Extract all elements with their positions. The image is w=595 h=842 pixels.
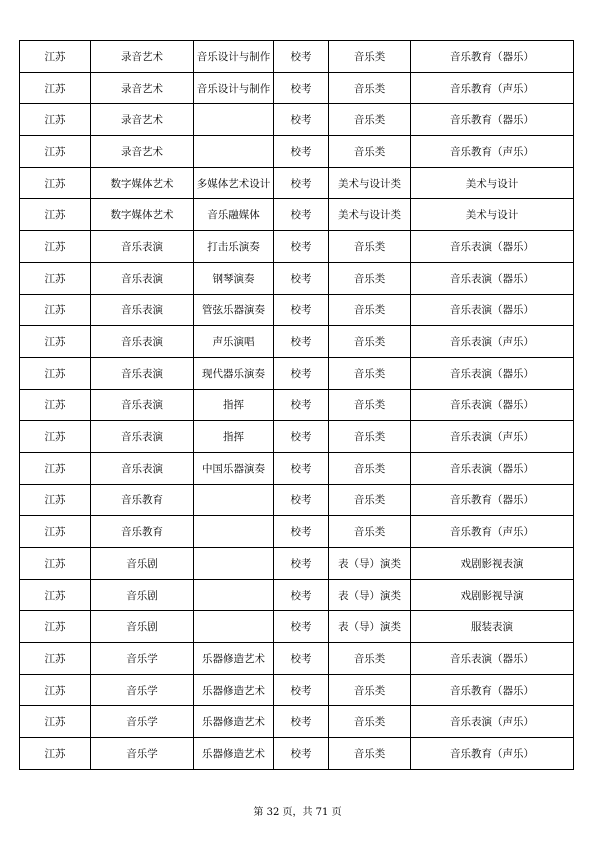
major-cell: 音乐学 [91,643,194,675]
direction-cell: 打击乐演奏 [194,231,274,263]
table-row [20,421,574,453]
exam-type-cell: 校考 [274,167,329,199]
category-cell: 音乐类 [329,706,411,738]
subject-cell: 戏剧影视表演 [411,548,574,580]
subject-cell: 音乐表演（器乐） [411,357,574,389]
province-cell: 江苏 [20,326,91,358]
subject-cell: 音乐教育（器乐） [411,674,574,706]
direction-cell: 音乐设计与制作 [194,72,274,104]
direction-cell: 多媒体艺术设计 [194,167,274,199]
direction-cell [194,611,274,643]
subject-cell: 音乐表演（器乐） [411,389,574,421]
exam-type-cell: 校考 [274,136,329,168]
exam-type-cell: 校考 [274,104,329,136]
table-row [20,136,574,168]
subject-cell: 音乐教育（器乐） [411,484,574,516]
category-cell: 音乐类 [329,452,411,484]
subject-cell: 音乐表演（器乐） [411,643,574,675]
subject-cell: 音乐教育（声乐） [411,738,574,770]
major-cell: 音乐表演 [91,231,194,263]
province-cell: 江苏 [20,41,91,73]
subject-cell: 音乐教育（声乐） [411,72,574,104]
category-cell: 音乐类 [329,294,411,326]
subject-cell: 音乐教育（器乐） [411,104,574,136]
province-cell: 江苏 [20,136,91,168]
category-cell: 音乐类 [329,231,411,263]
direction-cell: 音乐融媒体 [194,199,274,231]
exam-type-cell: 校考 [274,294,329,326]
major-cell: 音乐表演 [91,326,194,358]
subject-cell: 音乐表演（器乐） [411,452,574,484]
exam-type-cell: 校考 [274,389,329,421]
major-cell: 音乐学 [91,738,194,770]
table-row [20,548,574,580]
direction-cell: 乐器修造艺术 [194,674,274,706]
province-cell: 江苏 [20,199,91,231]
table-row [20,167,574,199]
category-cell: 音乐类 [329,738,411,770]
major-cell: 音乐剧 [91,579,194,611]
direction-cell: 音乐设计与制作 [194,41,274,73]
exam-type-cell: 校考 [274,548,329,580]
exam-type-cell: 校考 [274,262,329,294]
table-row [20,452,574,484]
table-row [20,389,574,421]
province-cell: 江苏 [20,738,91,770]
table-row [20,231,574,263]
exam-type-cell: 校考 [274,706,329,738]
major-cell: 录音艺术 [91,104,194,136]
province-cell: 江苏 [20,294,91,326]
exam-type-cell: 校考 [274,674,329,706]
direction-cell: 管弦乐器演奏 [194,294,274,326]
direction-cell [194,579,274,611]
subject-cell: 音乐表演（器乐） [411,262,574,294]
province-cell: 江苏 [20,516,91,548]
table-row [20,611,574,643]
province-cell: 江苏 [20,72,91,104]
exam-type-cell: 校考 [274,452,329,484]
table-row [20,643,574,675]
province-cell: 江苏 [20,548,91,580]
province-cell: 江苏 [20,421,91,453]
major-cell: 录音艺术 [91,136,194,168]
province-cell: 江苏 [20,452,91,484]
subject-cell: 美术与设计 [411,167,574,199]
exam-type-cell: 校考 [274,484,329,516]
direction-cell [194,104,274,136]
direction-cell [194,516,274,548]
category-cell: 音乐类 [329,136,411,168]
category-cell: 音乐类 [329,262,411,294]
major-cell: 音乐表演 [91,262,194,294]
direction-cell [194,136,274,168]
table-row [20,516,574,548]
province-cell: 江苏 [20,643,91,675]
table-row [20,674,574,706]
exam-type-cell: 校考 [274,421,329,453]
category-cell: 音乐类 [329,326,411,358]
province-cell: 江苏 [20,104,91,136]
table-row [20,199,574,231]
table-row [20,104,574,136]
direction-cell: 现代器乐演奏 [194,357,274,389]
category-cell: 音乐类 [329,421,411,453]
direction-cell: 指挥 [194,421,274,453]
table-row [20,738,574,770]
province-cell: 江苏 [20,611,91,643]
exam-type-cell: 校考 [274,738,329,770]
direction-cell: 钢琴演奏 [194,262,274,294]
province-cell: 江苏 [20,167,91,199]
direction-cell: 乐器修造艺术 [194,643,274,675]
table-row [20,41,574,73]
category-cell: 音乐类 [329,516,411,548]
exam-type-cell: 校考 [274,231,329,263]
exam-type-cell: 校考 [274,199,329,231]
category-cell: 表（导）演类 [329,611,411,643]
major-cell: 音乐学 [91,706,194,738]
table-row [20,294,574,326]
table-row [20,706,574,738]
province-cell: 江苏 [20,484,91,516]
subject-cell: 音乐教育（声乐） [411,136,574,168]
admissions-table [19,40,574,770]
major-cell: 音乐表演 [91,421,194,453]
subject-cell: 音乐表演（声乐） [411,326,574,358]
subject-cell: 美术与设计 [411,199,574,231]
category-cell: 音乐类 [329,389,411,421]
major-cell: 音乐表演 [91,357,194,389]
direction-cell [194,548,274,580]
subject-cell: 音乐表演（声乐） [411,421,574,453]
exam-type-cell: 校考 [274,516,329,548]
major-cell: 录音艺术 [91,41,194,73]
table-row [20,579,574,611]
subject-cell: 音乐教育（器乐） [411,41,574,73]
major-cell: 录音艺术 [91,72,194,104]
category-cell: 音乐类 [329,674,411,706]
table-row [20,72,574,104]
page-footer: 第 32 页，共 71 页 [253,807,342,818]
category-cell: 美术与设计类 [329,167,411,199]
subject-cell: 音乐表演（声乐） [411,706,574,738]
category-cell: 表（导）演类 [329,548,411,580]
major-cell: 数字媒体艺术 [91,199,194,231]
major-cell: 音乐教育 [91,516,194,548]
category-cell: 音乐类 [329,72,411,104]
province-cell: 江苏 [20,579,91,611]
table-row [20,357,574,389]
province-cell: 江苏 [20,674,91,706]
major-cell: 音乐表演 [91,452,194,484]
major-cell: 音乐教育 [91,484,194,516]
category-cell: 音乐类 [329,484,411,516]
province-cell: 江苏 [20,231,91,263]
major-cell: 音乐表演 [91,294,194,326]
exam-type-cell: 校考 [274,41,329,73]
direction-cell: 声乐演唱 [194,326,274,358]
major-cell: 数字媒体艺术 [91,167,194,199]
province-cell: 江苏 [20,706,91,738]
direction-cell: 指挥 [194,389,274,421]
province-cell: 江苏 [20,389,91,421]
subject-cell: 戏剧影视导演 [411,579,574,611]
category-cell: 音乐类 [329,357,411,389]
direction-cell: 中国乐器演奏 [194,452,274,484]
major-cell: 音乐学 [91,674,194,706]
subject-cell: 音乐教育（声乐） [411,516,574,548]
subject-cell: 音乐表演（器乐） [411,294,574,326]
exam-type-cell: 校考 [274,611,329,643]
major-cell: 音乐剧 [91,611,194,643]
exam-type-cell: 校考 [274,72,329,104]
table-row [20,484,574,516]
exam-type-cell: 校考 [274,643,329,675]
major-cell: 音乐表演 [91,389,194,421]
subject-cell: 服装表演 [411,611,574,643]
direction-cell: 乐器修造艺术 [194,706,274,738]
exam-type-cell: 校考 [274,326,329,358]
major-cell: 音乐剧 [91,548,194,580]
category-cell: 音乐类 [329,643,411,675]
subject-cell: 音乐表演（器乐） [411,231,574,263]
direction-cell [194,484,274,516]
province-cell: 江苏 [20,357,91,389]
table-row [20,326,574,358]
category-cell: 音乐类 [329,104,411,136]
table-row [20,262,574,294]
province-cell: 江苏 [20,262,91,294]
exam-type-cell: 校考 [274,357,329,389]
exam-type-cell: 校考 [274,579,329,611]
category-cell: 音乐类 [329,41,411,73]
table-body [20,41,574,770]
category-cell: 表（导）演类 [329,579,411,611]
direction-cell: 乐器修造艺术 [194,738,274,770]
category-cell: 美术与设计类 [329,199,411,231]
